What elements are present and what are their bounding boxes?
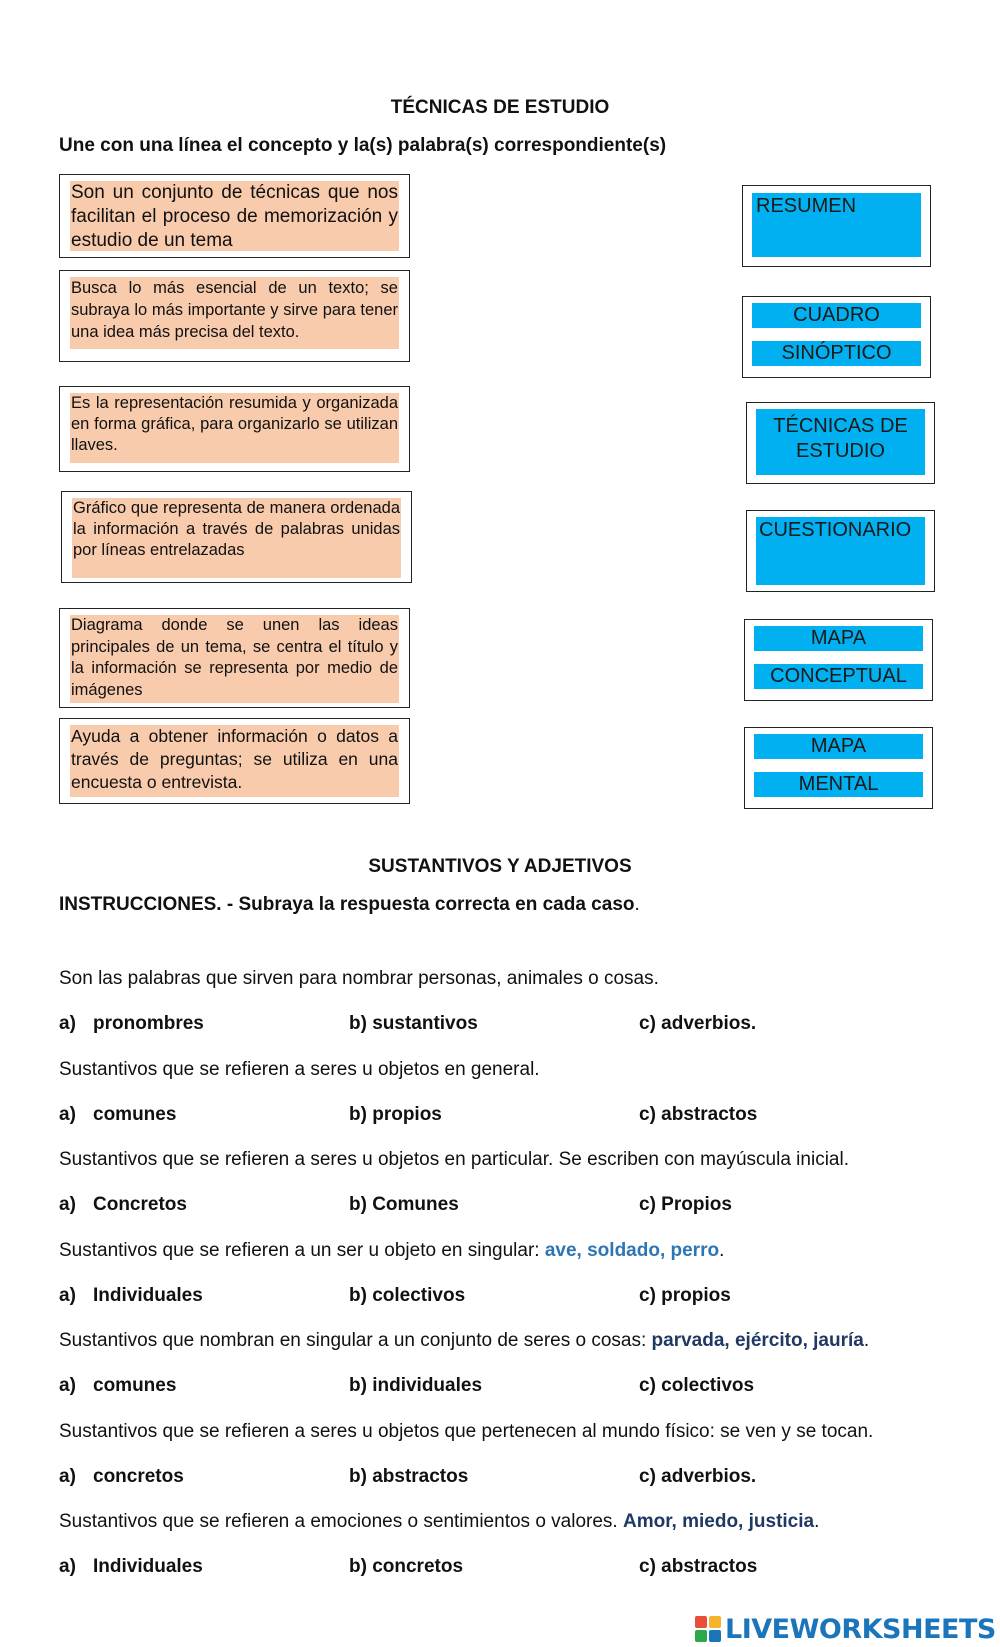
- logo-text: LIVEWORKSHEETS: [725, 1613, 996, 1645]
- option-label: c) adverbios.: [639, 1013, 757, 1034]
- answer-option[interactable]: [349, 1556, 463, 1578]
- answer-option[interactable]: [59, 1285, 203, 1307]
- answer-option[interactable]: [639, 1375, 754, 1397]
- option-letter: a): [59, 1103, 76, 1125]
- question-statement: Son las palabras que sirven para nombrar personas, animales o cosas.: [59, 968, 659, 989]
- option-label: Concretos: [93, 1194, 187, 1215]
- question-examples: ave, soldado, perro: [544, 1239, 720, 1261]
- concept-box-mapa-conceptual[interactable]: [744, 619, 933, 701]
- option-letter: a): [59, 1556, 76, 1577]
- option-label: c) abstractos: [639, 1103, 758, 1125]
- question-statement: Sustantivos que nombran en singular a un conjunto de seres o cosas:: [59, 1330, 652, 1351]
- definition-box-6[interactable]: [59, 718, 410, 804]
- question-tail: .: [863, 1330, 870, 1351]
- liveworksheets-logo: [695, 1612, 996, 1646]
- concept-label-sinoptico: SINÓPTICO: [752, 341, 921, 366]
- section-title-sustantivos: SUSTANTIVOS Y ADJETIVOS: [368, 856, 632, 877]
- logo-icon: [695, 1616, 721, 1642]
- option-letter: a): [59, 1284, 76, 1306]
- option-label: c) colectivos: [639, 1375, 755, 1396]
- question-text: [59, 1149, 849, 1171]
- instruction-end: .: [634, 894, 640, 915]
- question-examples: Amor, miedo, justicia: [622, 1511, 815, 1532]
- option-letter: a): [59, 1194, 76, 1215]
- question-text: [59, 1240, 724, 1262]
- answer-option[interactable]: [349, 1375, 482, 1397]
- option-label: b) colectivos: [349, 1284, 466, 1306]
- concept-label-resumen: RESUMEN: [752, 193, 921, 257]
- answer-option[interactable]: [349, 1013, 478, 1035]
- answer-option[interactable]: [349, 1194, 459, 1216]
- answer-option[interactable]: [639, 1104, 757, 1126]
- definition-box-1[interactable]: [59, 174, 410, 258]
- concept-label-mapa: MAPA: [754, 734, 923, 759]
- question-tail: .: [814, 1511, 820, 1532]
- option-label: c) abstractos: [639, 1556, 758, 1577]
- definition-text: Diagrama donde se unen las ideas principales de un tema, se centra el título y la información se representa por medio de imágenes: [71, 616, 398, 699]
- matching-instruction: Une con una línea el concepto y la(s) palabra(s) correspondiente(s): [59, 135, 667, 156]
- answer-option[interactable]: [349, 1466, 468, 1488]
- question-text: [59, 1059, 540, 1081]
- instruction-bold: INSTRUCCIONES. - Subraya la respuesta correcta en cada caso: [59, 894, 635, 915]
- definition-box-3[interactable]: [59, 386, 410, 472]
- answer-option[interactable]: [639, 1556, 757, 1578]
- option-label: c) adverbios.: [639, 1465, 757, 1487]
- option-label: concretos: [93, 1465, 184, 1487]
- answer-option[interactable]: [59, 1104, 176, 1126]
- answer-option[interactable]: [639, 1466, 756, 1488]
- concept-label-mental: MENTAL: [754, 772, 923, 797]
- answer-option[interactable]: [59, 1194, 187, 1216]
- option-label: b) propios: [349, 1103, 442, 1125]
- definition-text: Ayuda a obtener información o datos a través de preguntas; se utiliza en una encuesta o entrevista.: [71, 726, 398, 792]
- concept-label-cuestionario: CUESTIONARIO: [756, 517, 925, 585]
- concept-box-cuestionario[interactable]: [746, 510, 935, 592]
- definition-text: Busca lo más esencial de un texto; se subraya lo más importante y sirve para tener una idea más precisa del texto.: [71, 279, 398, 341]
- answer-option[interactable]: [349, 1285, 465, 1307]
- option-label: c) propios: [639, 1284, 731, 1306]
- question-statement: Sustantivos que se refieren a emociones o sentimientos o valores.: [59, 1511, 623, 1532]
- definition-text: Gráfico que representa de manera ordenada la información a través de palabras unidas por líneas entrelazadas: [73, 499, 400, 559]
- question-statement: Sustantivos que se refieren a seres u objetos que pertenecen al mundo físico: se ven y se tocan.: [59, 1420, 874, 1442]
- concept-label-tecnicas: TÉCNICAS DE ESTUDIO: [756, 409, 925, 475]
- question-text: [59, 1421, 873, 1443]
- question-tail: .: [719, 1239, 725, 1261]
- question-text: [59, 968, 659, 990]
- concept-box-resumen[interactable]: [742, 185, 931, 267]
- option-label: comunes: [93, 1375, 177, 1396]
- underline-instruction: [59, 894, 640, 916]
- answer-option[interactable]: [349, 1104, 442, 1126]
- option-label: b) abstractos: [349, 1465, 469, 1487]
- definition-text: Son un conjunto de técnicas que nos facilitan el proceso de memorización y estudio de un tema: [71, 182, 398, 251]
- definition-text: Es la representación resumida y organizada en forma gráfica, para organizarlo se utilizan llaves.: [71, 394, 398, 454]
- answer-option[interactable]: [639, 1013, 756, 1035]
- concept-label-cuadro: CUADRO: [752, 303, 921, 328]
- answer-option[interactable]: [59, 1556, 203, 1578]
- definition-box-4[interactable]: [61, 491, 412, 583]
- option-label: Individuales: [93, 1284, 203, 1306]
- option-label: pronombres: [93, 1013, 204, 1034]
- concept-box-cuadro-sinoptico[interactable]: [742, 296, 931, 378]
- question-statement: Sustantivos que se refieren a un ser u objeto en singular:: [59, 1239, 545, 1261]
- definition-box-2[interactable]: [59, 270, 410, 362]
- answer-option[interactable]: [639, 1285, 731, 1307]
- concept-label-mapa: MAPA: [754, 626, 923, 651]
- option-label: c) Propios: [639, 1194, 732, 1215]
- question-text: [59, 1330, 869, 1352]
- concept-label-conceptual: CONCEPTUAL: [754, 664, 923, 689]
- answer-option[interactable]: [59, 1375, 176, 1397]
- question-text: [59, 1511, 819, 1533]
- option-label: b) Comunes: [349, 1194, 459, 1215]
- definition-box-5[interactable]: [59, 608, 410, 708]
- option-letter: a): [59, 1013, 76, 1034]
- option-label: b) sustantivos: [349, 1013, 478, 1034]
- answer-option[interactable]: [59, 1013, 204, 1035]
- option-label: comunes: [93, 1103, 177, 1125]
- answer-option[interactable]: [639, 1194, 732, 1216]
- option-letter: a): [59, 1375, 76, 1396]
- option-letter: a): [59, 1465, 76, 1487]
- question-statement: Sustantivos que se refieren a seres u objetos en particular. Se escriben con mayúscula inicial.: [59, 1149, 849, 1170]
- concept-box-mapa-mental[interactable]: [744, 727, 933, 809]
- section-title-tecnicas: TÉCNICAS DE ESTUDIO: [390, 97, 610, 118]
- question-statement: Sustantivos que se refieren a seres u objetos en general.: [59, 1058, 540, 1080]
- option-label: Individuales: [93, 1556, 203, 1577]
- concept-box-tecnicas-estudio[interactable]: [746, 402, 935, 484]
- option-label: b) concretos: [349, 1556, 464, 1577]
- option-label: b) individuales: [349, 1375, 483, 1396]
- question-examples: parvada, ejército, jauría: [651, 1330, 864, 1351]
- answer-option[interactable]: [59, 1466, 184, 1488]
